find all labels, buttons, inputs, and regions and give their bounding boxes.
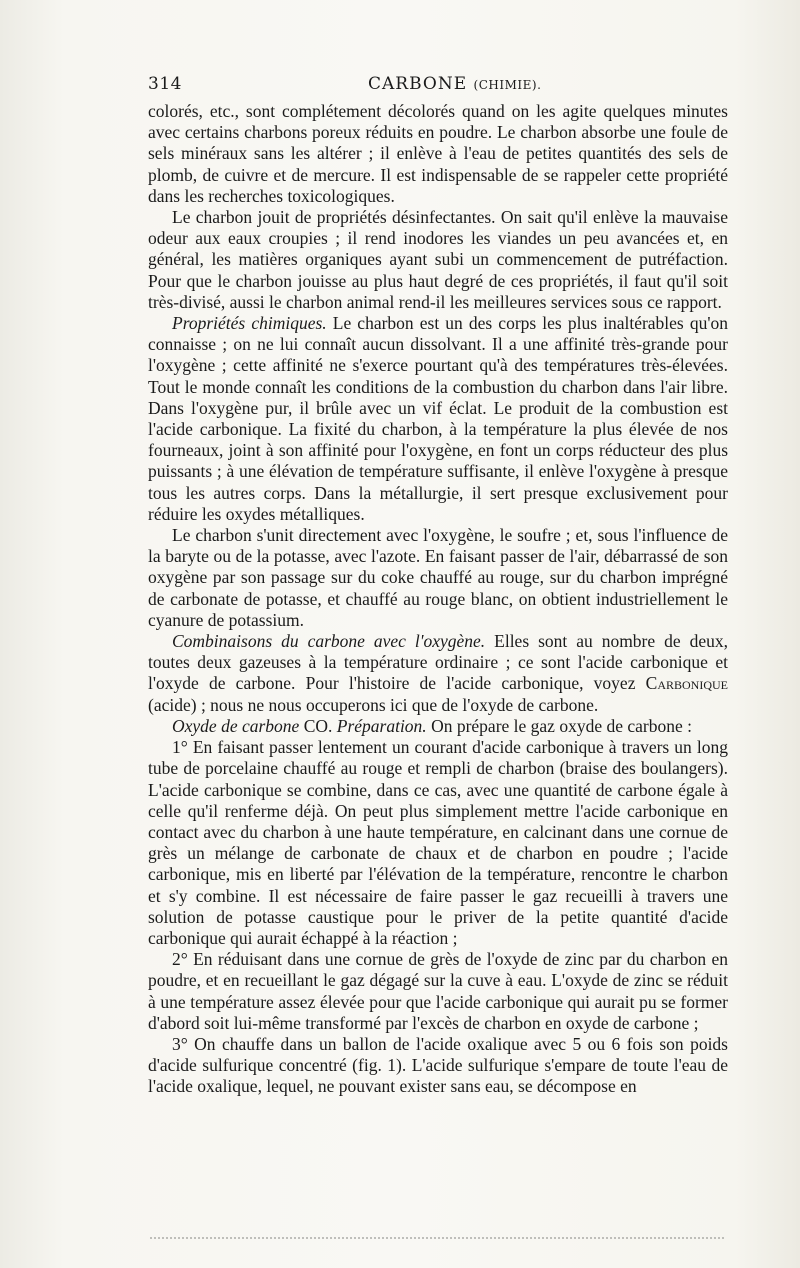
running-title: [368, 74, 541, 94]
paragraph-combinations: [148, 631, 728, 716]
paragraph-carbon-monoxide: [148, 716, 728, 737]
section-heading-carbon-monoxide: Oxyde de carbone: [172, 715, 300, 736]
paragraph-text: Elles sont au nombre de deux, toutes deux gazeuses à la température ordinaire ; ce sont l'acide carbonique et l'oxyde de carbone. Pour l'histoire de l'acide carbonique, voyez: [148, 631, 728, 694]
paragraph-direct-union: Le charbon s'unit directement avec l'oxygène, le soufre ; et, sous l'influence de la baryte ou de la potasse, avec l'azote. En faisant passer de l'air, débarrassé de son oxygène par son passage sur du coke chauffé au rouge, sur du charbon imprégné de carbonate de potasse, et chauffé au rouge blanc, on obtient industriellement le cyanure de potassium.: [148, 525, 728, 630]
paragraph-text: On prépare le gaz oxyde de carbone :: [426, 715, 692, 736]
paragraph-continuation: colorés, etc., sont complétement décolorés quand on les agite quelques minutes avec certains charbons poreux réduits en poudre. Le charbon absorbe une foule de sels minéraux sans les altérer ; il enlève à l'eau de petites quantités des sels de plomb, de cuivre et de mercure. Il est indispensable de se rappeler cette propriété dans les recherches toxicologiques.: [148, 101, 728, 206]
list-item-method-1: 1° En faisant passer lentement un courant d'acide carbonique à travers un long tube de porcelaine chauffé au rouge et rempli de charbon (braise des boulangers). L'acide carbonique se combine, dans ce cas, avec une quantité de carbone égale à celle qu'il renferme déjà. On peut plus simplement mettre l'acide carbonique en contact avec du charbon à une haute température, en calcinant dans une cornue de grès un mélange de carbonate de chaux et de charbon en poudre ; l'acide carbonique, mis en liberté par l'élévation de la température, rencontre le charbon et s'y combine. Il est nécessaire de faire passer le gaz recueilli à travers une solution de potasse caustique pour le priver de la petite quantité d'acide carbonique qui aurait échappé à la réaction ;: [148, 737, 728, 948]
running-title-main: CARBONE: [368, 74, 468, 94]
paragraph-chemical-properties: [148, 313, 728, 525]
subheading-preparation: Préparation.: [336, 715, 427, 736]
list-item-method-3: 3° On chauffe dans un ballon de l'acide oxalique avec 5 ou 6 fois son poids d'acide sulfurique concentré (fig. 1). L'acide sulfurique s'empare de toute l'eau de l'acide oxalique, lequel, ne pouvant exister sans eau, se décompose en: [148, 1033, 728, 1097]
paragraph-disinfectant: Le charbon jouit de propriétés désinfectantes. On sait qu'il enlève la mauvaise odeur aux eaux croupies ; il rend inodores les viandes un peu avancées et, en général, les matières organiques ayant subi un commencement de putréfaction. Pour que le charbon jouisse au plus haut degré de ces propriétés, il faut qu'il soit très-divisé, aussi le charbon animal rend-il les meilleures services sous ce rapport.: [148, 207, 728, 312]
page-header: [148, 74, 730, 98]
section-heading-combinations: Combinaisons du carbone avec l'oxygène.: [172, 631, 486, 652]
page-body: [148, 101, 728, 1098]
section-heading-chemical-properties: Propriétés chimiques.: [172, 313, 327, 334]
footer-rule: [150, 1237, 724, 1239]
page-number: 314: [148, 74, 182, 94]
chemical-formula: CO.: [299, 715, 337, 736]
running-title-sub: (CHIMIE).: [473, 78, 542, 92]
paragraph-text: Le charbon est un des corps les plus inaltérables qu'on connaisse ; on ne lui connaît aucun dissolvant. Il a une affinité très-grande pour l'oxygène ; cette affinité ne s'exerce pourtant qu'à des températures très-élevées. Tout le monde connaît les conditions de la combustion du charbon dans l'air libre. Dans l'oxygène pur, il brûle avec un vif éclat. Le produit de la combustion est l'acide carbonique. La fixité du charbon, à la température la plus élevée de nos fourneaux, joint à son affinité pour l'oxygène, en font un corps réducteur des plus puissants ; à une élévation de température suffisante, il enlève l'oxygène à presque tous les autres corps. Dans la métallurgie, il sert presque exclusivement pour réduire les oxydes métalliques.: [148, 313, 728, 524]
list-item-method-2: 2° En réduisant dans une cornue de grès de l'oxyde de zinc par du charbon en poudre, et en recueillant le gaz dégagé sur la cuve à eau. L'oxyde de zinc se réduit à une température assez élevée pour que l'acide carbonique qui aurait pu se former d'abord soit lui-même transformé par l'excès de charbon en oxyde de carbone ;: [148, 949, 728, 1033]
cross-reference: Carbonique: [645, 673, 728, 694]
paragraph-text: (acide) ; nous ne nous occuperons ici que de l'oxyde de carbone.: [148, 694, 599, 715]
